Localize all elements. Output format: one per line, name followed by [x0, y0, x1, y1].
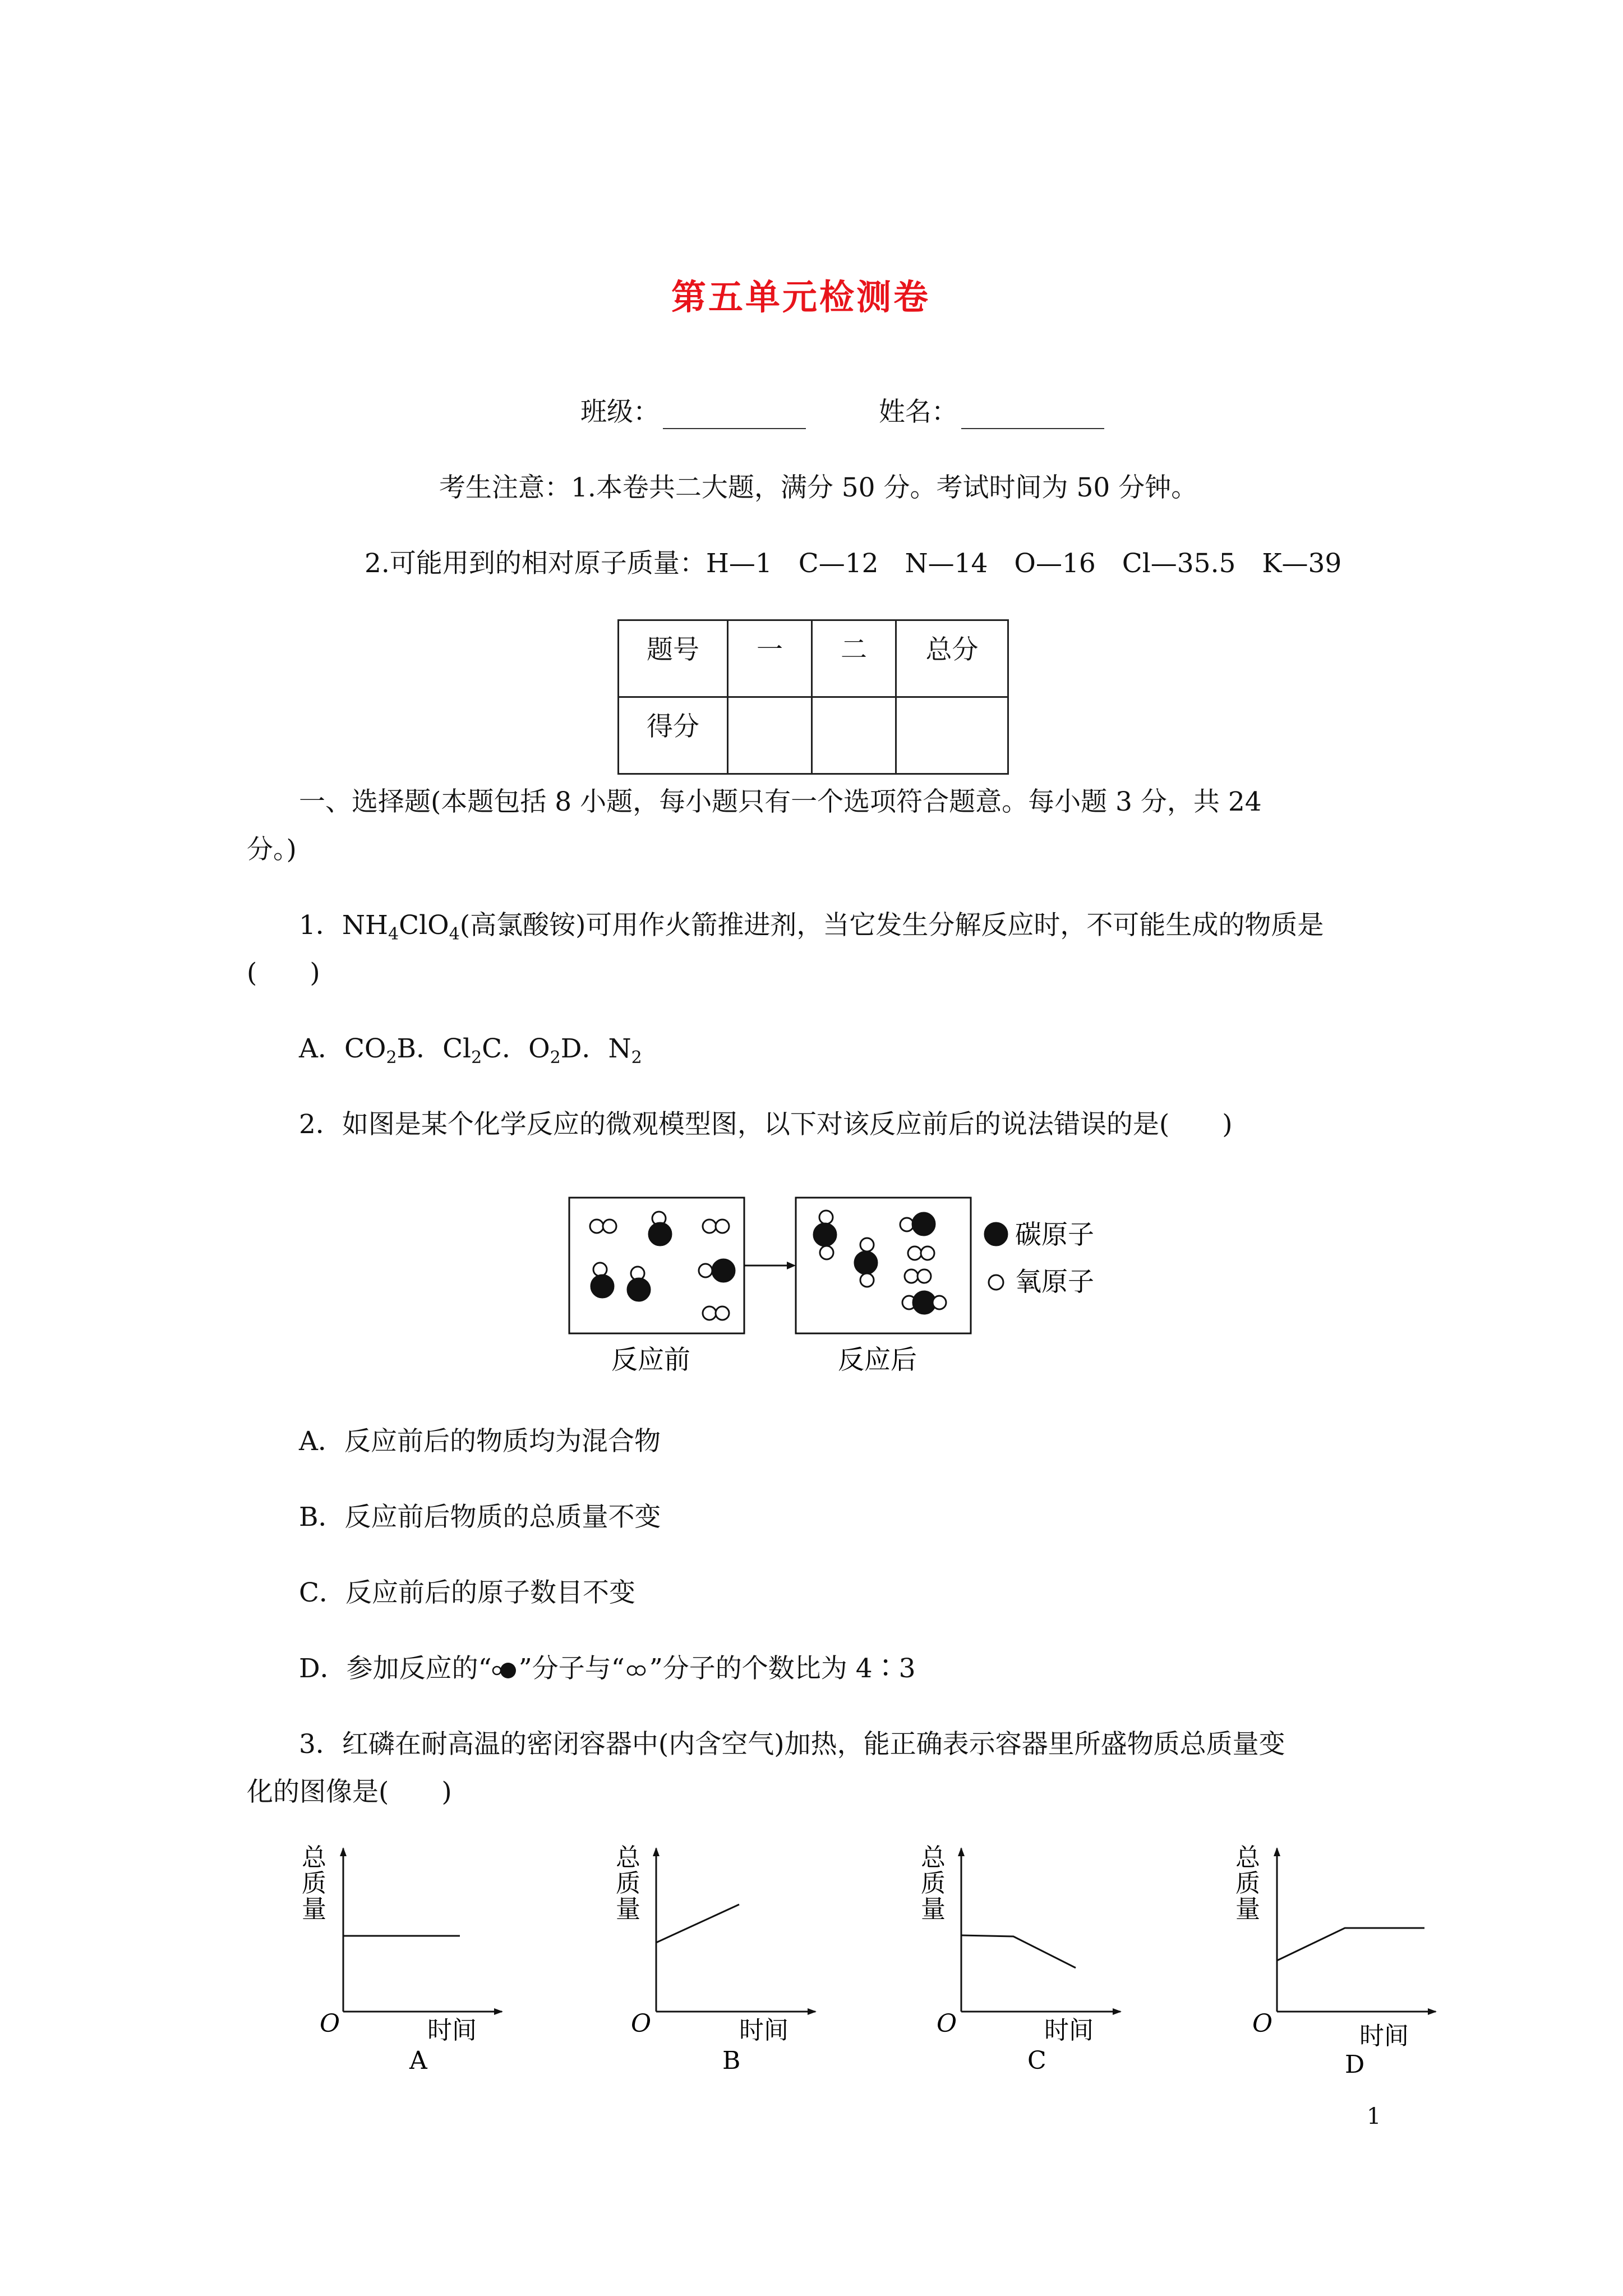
score-cell-total[interactable]: [896, 697, 1008, 774]
question-2-option-a[interactable]: A．反应前后的物质均为混合物: [299, 1426, 661, 1457]
graph-b-letter: B: [722, 2046, 741, 2075]
formula-subscript: 4: [388, 924, 399, 944]
legend-oxygen-label: 氧原子: [1015, 1267, 1094, 1297]
question-2-stem: 2．如图是某个化学反应的微观模型图，以下对该反应前后的说法错误的是( ): [299, 1109, 1233, 1140]
graph-b-origin: O: [631, 2009, 652, 2038]
class-blank[interactable]: [663, 404, 806, 429]
graph-b: [656, 1848, 815, 2012]
option-d-text: ”分子的个数比为 4∶3: [649, 1653, 916, 1684]
page-title: 第五单元检测卷: [671, 277, 931, 318]
question-2-option-d[interactable]: [299, 1652, 916, 1686]
question-1-options: [299, 1032, 642, 1075]
option-c[interactable]: C．O: [482, 1033, 550, 1064]
graph-c-y-label-1: 总: [921, 1843, 946, 1872]
graph-a-y-label-1: 总: [302, 1843, 326, 1872]
formula-part: ClO: [399, 910, 449, 941]
page-number: 1: [1367, 2104, 1381, 2129]
score-cell-section-2[interactable]: [812, 697, 896, 774]
mass-time-graphs: [280, 1829, 1486, 2092]
notice-line-2: 2.可能用到的相对原子质量：H—1 C—12 N—14 O—16 Cl—35.5 K—39: [365, 548, 1342, 579]
class-label: 班级：: [580, 397, 660, 427]
formula-subscript: 2: [471, 1048, 482, 1068]
graph-a-y-label-2: 质: [302, 1869, 326, 1898]
question-3-stem-line-2: 化的图像是( ): [247, 1777, 452, 1807]
graph-a-origin: O: [320, 2009, 340, 2038]
formula-part: NH: [342, 910, 389, 941]
question-3-stem-line-1: 3．红磷在耐高温的密闭容器中(内含空气)加热，能正确表示容器里所盛物质总质量变: [299, 1729, 1285, 1760]
option-d-text: D．参加反应的“: [299, 1653, 492, 1684]
option-d[interactable]: D．N: [560, 1033, 631, 1064]
after-label: 反应后: [838, 1345, 917, 1375]
score-table-header-cell: 总分: [896, 620, 1008, 697]
graph-d: [1277, 1848, 1436, 2012]
graph-b-y-label-1: 总: [616, 1843, 640, 1872]
formula-subscript: 2: [631, 1048, 642, 1068]
score-table-header-cell: 二: [812, 620, 896, 697]
graph-a-x-label: 时间: [427, 2016, 477, 2045]
graph-a-letter: A: [409, 2046, 427, 2075]
question-2-option-b[interactable]: B．反应前后物质的总质量不变: [299, 1502, 661, 1533]
graph-d-origin: O: [1252, 2009, 1273, 2038]
graph-a-y-label-3: 量: [302, 1895, 326, 1924]
question-1-text: (高氯酸铵)可用作火箭推进剂，当它发生分解反应时，不可能生成的物质是: [459, 910, 1324, 941]
graph-c-y-label-3: 量: [921, 1895, 946, 1924]
reaction-diagram: [566, 1192, 1127, 1394]
question-1-answer-paren: ( ): [247, 958, 320, 988]
question-1-number: 1．: [299, 910, 342, 941]
graph-c-origin: O: [937, 2009, 957, 2038]
graph-c-x-label: 时间: [1044, 2016, 1094, 2045]
score-table: [617, 619, 1009, 775]
oxygen-atom-legend-icon: [989, 1275, 1003, 1290]
section-1-heading-line-1: 一、选择题(本题包括 8 小题，每小题只有一个选项符合题意。每小题 3 分，共 24: [299, 786, 1262, 817]
score-cell-section-1[interactable]: [728, 697, 812, 774]
reaction-arrow-head: [787, 1262, 796, 1269]
option-d-text: ”分子与“: [518, 1653, 625, 1684]
graph-d-y-label-2: 质: [1235, 1869, 1260, 1898]
graph-c-y-label-2: 质: [921, 1869, 946, 1898]
graph-c-letter: C: [1027, 2046, 1046, 2075]
graph-d-y-label-3: 量: [1235, 1895, 1260, 1924]
legend-carbon-label: 碳原子: [1015, 1220, 1094, 1250]
after-molecules: [814, 1211, 946, 1314]
before-label: 反应前: [611, 1345, 690, 1375]
graph-d-y-label-1: 总: [1235, 1843, 1260, 1872]
graph-d-x-label: 时间: [1359, 2022, 1409, 2050]
section-1-heading-line-2: 分。): [247, 834, 297, 865]
score-table-row-label: 得分: [619, 697, 728, 774]
o2-molecule-icon: [625, 1658, 649, 1681]
option-a[interactable]: A．CO: [299, 1033, 386, 1064]
score-table-header-cell: 一: [728, 620, 812, 697]
graph-b-y-label-3: 量: [616, 1895, 640, 1924]
graph-a: [343, 1848, 502, 2012]
co-molecule-icon: [492, 1658, 519, 1681]
formula-subscript: 2: [386, 1048, 397, 1068]
option-b[interactable]: B．Cl: [396, 1033, 472, 1064]
notice-line-1: 考生注意：1.本卷共二大题，满分 50 分。考试时间为 50 分钟。: [439, 472, 1198, 503]
name-blank[interactable]: [961, 404, 1104, 429]
question-2-option-c[interactable]: C．反应前后的原子数目不变: [299, 1577, 635, 1608]
graph-c: [961, 1848, 1121, 2012]
graph-b-y-label-2: 质: [616, 1869, 640, 1898]
name-label: 姓名：: [878, 397, 958, 427]
class-name-line: [580, 395, 1104, 429]
graph-d-letter: D: [1345, 2050, 1365, 2079]
score-table-header-cell: 题号: [619, 620, 728, 697]
carbon-atom-legend-icon: [985, 1223, 1007, 1245]
formula-subscript: 4: [449, 924, 460, 944]
question-1-stem: [299, 909, 1324, 951]
before-molecules: [590, 1212, 735, 1320]
formula-subscript: 2: [550, 1048, 561, 1068]
graph-b-x-label: 时间: [739, 2016, 789, 2045]
